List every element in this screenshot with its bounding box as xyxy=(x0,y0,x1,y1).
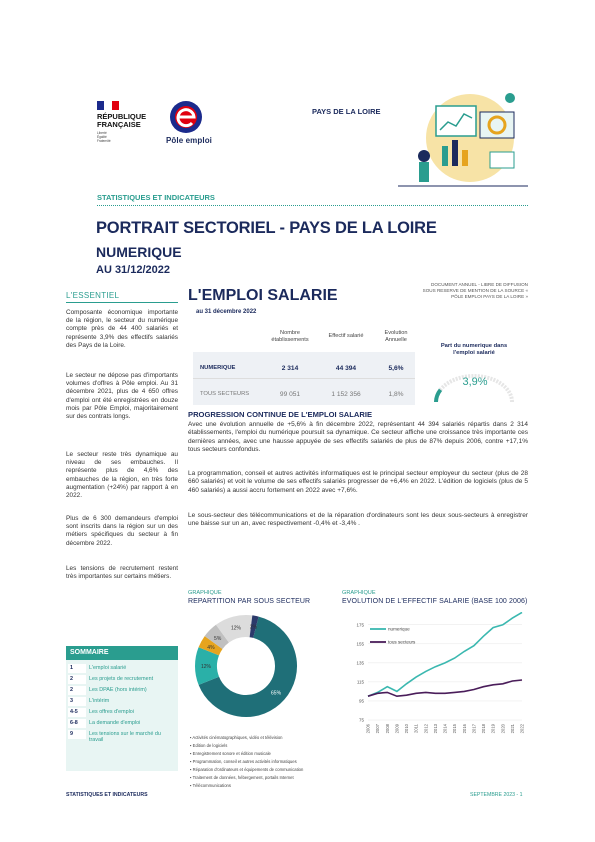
x-tick-label: 2013 xyxy=(432,724,438,734)
essentiel-paragraph-1: Composante économique importante de la région, le secteur du numérique compte près de 44 400 salariés et représente 3,9% des effectifs salariés des Pays de la Loire. xyxy=(66,309,178,349)
part-numerique-value: 3,9% xyxy=(462,376,488,388)
sommaire-page-number: 4-5 xyxy=(68,708,86,717)
x-tick-label: 2022 xyxy=(519,724,525,734)
donut-legend-item: ▪ Edition de logiciels xyxy=(190,743,228,748)
sommaire-item[interactable] xyxy=(66,697,178,707)
emploi-salarie-title: L'EMPLOI SALARIE xyxy=(188,287,338,304)
essentiel-heading: L'ESSENTIEL xyxy=(66,291,120,300)
sommaire-item[interactable] xyxy=(66,664,178,674)
y-tick-label: 95 xyxy=(358,698,364,704)
document-note: DOCUMENT ANNUEL - LIBRE DE DIFFUSION SOUS RESERVE DE MENTION DE LA SOURCE « PÔLE EMPLOI PAYS DE LA LOIRE » xyxy=(422,282,528,299)
x-tick-label: 2011 xyxy=(413,724,419,734)
y-tick-label: 155 xyxy=(356,641,364,647)
x-tick-label: 2010 xyxy=(404,724,409,734)
table-numerique-evolution: 5,6% xyxy=(388,365,404,372)
donut-slice-label: 4% xyxy=(207,644,215,651)
sommaire-item[interactable] xyxy=(66,730,178,743)
donut-legend-item: ▪ Activités cinématographiques, vidéo et télévision xyxy=(190,735,283,740)
republique-motto: Liberté Égalité Fraternité xyxy=(97,131,111,143)
donut-slice-label: 65% xyxy=(271,690,282,697)
part-numerique-label: Part du numerique dans l'emploi salarié xyxy=(440,343,508,356)
sommaire-page-number: 9 xyxy=(68,730,86,739)
region-label: PAYS DE LA LOIRE xyxy=(312,107,381,116)
sommaire-item[interactable] xyxy=(66,675,178,685)
donut-kicker: GRAPHIQUE xyxy=(188,590,222,596)
x-tick-label: 2018 xyxy=(481,724,486,734)
header-divider xyxy=(97,205,528,206)
donut-legend-item: ▪ Télécommunications xyxy=(190,783,231,788)
essentiel-paragraph-2: Le secteur ne dépose pas d'importants volumes d'offres à Pôle emploi. Au 31 décembre 2021, plus de 4 650 offres d'emploi ont été enregistrées en douze mois par Pôle Emploi, majoritairement sur des contrats longs. xyxy=(66,372,178,421)
table-header-etablissements: Nombre établissements xyxy=(271,330,309,343)
legend-label: numerique xyxy=(388,626,410,632)
table-tous-evolution: 1,8% xyxy=(388,391,404,398)
x-tick-label: 2020 xyxy=(500,724,506,734)
table-row-numerique-label: NUMERIQUE xyxy=(200,365,236,371)
sommaire-item-label: L'intérim xyxy=(89,698,110,704)
y-tick-label: 75 xyxy=(358,717,364,723)
x-tick-label: 2019 xyxy=(490,724,496,734)
progression-title: PROGRESSION CONTINUE DE L'EMPLOI SALARIE xyxy=(188,410,373,419)
x-tick-label: 2006 xyxy=(365,724,371,734)
x-tick-label: 2021 xyxy=(509,724,515,734)
table-numerique-effectif: 44 394 xyxy=(335,365,357,372)
essentiel-paragraph-3: Le secteur reste très dynamique au niveau de ses embauches. Il représente plus de 4,6% des embauches de la région, en très forte augmentation (+24%) par rapport à en 2022. xyxy=(66,451,178,500)
donut-slice-label: 12% xyxy=(200,664,212,671)
table-tous-effectif: 1 152 356 xyxy=(331,391,361,398)
line-kicker: GRAPHIQUE xyxy=(342,590,376,596)
donut-legend-item: ▪ Réparation d'ordinateurs et équipements de communication xyxy=(190,767,304,772)
x-tick-label: 2017 xyxy=(471,724,477,734)
footer-page: SEPTEMBRE 2023 - 1 xyxy=(470,792,523,798)
essentiel-paragraph-5: Les tensions de recrutement restent très importantes sur certains métiers. xyxy=(66,565,178,581)
donut-legend-item: ▪ Programmation, conseil et autres activités informatiques xyxy=(190,759,297,764)
donut-slice-label: 12% xyxy=(230,625,242,632)
x-tick-label: 2016 xyxy=(461,724,467,734)
footer-left: STATISTIQUES ET INDICATEURS xyxy=(66,792,148,798)
progression-paragraph-2: La programmation, conseil et autres activités informatiques est le principal secteur employeur du secteur (plus de 28 660 salariés) et voit le volume de ses effectifs salariés progresser de +6,4% en 2022. L'édition de logiciels (plus de 5 460 salariés) a aussi accru fortement en 2022 avec +7,6%. xyxy=(188,470,528,494)
sommaire-page-number: 2 xyxy=(68,686,86,695)
x-tick-label: 2015 xyxy=(452,724,458,734)
line-title: EVOLUTION DE L'EFFECTIF SALARIE (BASE 100 2006) xyxy=(342,598,528,605)
donut-legend-item: ▪ Traitement de données, hébergement, portails Internet xyxy=(190,775,294,780)
republique-flag xyxy=(97,101,119,110)
x-tick-label: 2007 xyxy=(375,724,381,734)
donut-legend xyxy=(190,735,340,791)
essentiel-paragraph-4: Plus de 6 300 demandeurs d'emploi sont inscrits dans la région sur un des métiers spécifiques du secteur à fin décembre 2022. xyxy=(66,515,178,547)
table-row-tous-secteurs-label: TOUS SECTEURS xyxy=(200,391,250,397)
sommaire-page-number: 1 xyxy=(68,664,86,673)
table-tous-etablissements: 99 051 xyxy=(279,391,301,398)
sommaire-item-label: L'emploi salarié xyxy=(89,665,127,671)
x-tick-label: 2009 xyxy=(394,724,400,734)
sommaire-item-label: Les projets de recrutement xyxy=(89,676,154,682)
sommaire-title: SOMMAIRE xyxy=(66,646,178,660)
page-subtitle: NUMERIQUE xyxy=(96,244,182,260)
legend-label: tous secteurs xyxy=(388,639,416,645)
x-tick-label: 2012 xyxy=(423,724,429,734)
sommaire-item[interactable] xyxy=(66,719,178,729)
sommaire-page-number: 3 xyxy=(68,697,86,706)
pole-emploi-logo-icon xyxy=(165,100,207,136)
data-analytics-illustration-icon xyxy=(398,86,528,194)
progression-paragraph-3: Le sous-secteur des télécommunications et de la réparation d'ordinateurs sont les deux sous-secteurs à enregistrer une baisse sur un an, avec respectivement -0,4% et -3,4% . xyxy=(188,512,528,528)
donut-slice-label: 2% xyxy=(249,624,258,631)
sommaire-item-label: Les DPAE (hors intérim) xyxy=(89,687,147,693)
donut-slice-label: 5% xyxy=(214,635,222,642)
donut-chart xyxy=(192,612,312,732)
page-date: AU 31/12/2022 xyxy=(96,264,170,276)
sommaire-item[interactable] xyxy=(66,708,178,718)
line-chart xyxy=(338,612,532,740)
sommaire-item-label: Les tensions sur le marché du travail xyxy=(89,731,161,743)
sommaire-item-label: Les offres d'emploi xyxy=(89,709,134,715)
table-header-evolution: Evolution Annuelle xyxy=(384,330,408,343)
sommaire-page-number: 2 xyxy=(68,675,86,684)
y-tick-label: 115 xyxy=(356,679,364,685)
table-numerique-etablissements: 2 314 xyxy=(281,365,299,372)
y-tick-label: 175 xyxy=(356,622,364,628)
x-tick-label: 2014 xyxy=(442,724,448,734)
y-tick-label: 135 xyxy=(356,660,364,666)
donut-title: REPARTITION PAR SOUS SECTEUR xyxy=(188,598,311,605)
sommaire-item[interactable] xyxy=(66,686,178,696)
emploi-salarie-date: au 31 décembre 2022 xyxy=(196,309,257,315)
sommaire-page-number: 6-8 xyxy=(68,719,86,728)
page-title: PORTRAIT SECTORIEL - PAYS DE LA LOIRE xyxy=(96,219,437,237)
table-row-divider xyxy=(193,378,415,379)
sommaire-item-label: La demande d'emploi xyxy=(89,720,141,726)
table-header-effectif: Effectif salarié xyxy=(328,333,364,339)
pole-emploi-wordmark: Pôle emploi xyxy=(166,136,212,145)
essentiel-divider xyxy=(66,302,178,303)
progression-paragraph-1: Avec une évolution annuelle de +5,6% à fin décembre 2022, représentant 44 394 salariés répartis dans 2 314 établissements, l'emploi du numérique poursuit sa dynamique. Ce secteur affiche une croissance très importante ces dernières années, avec une hausse appuyée de ses effectifs salariés de plus de 87% depuis 2006, contre +17,1% tous secteurs confondus. xyxy=(188,421,528,454)
donut-legend-item: ▪ Enregistrement sonore et édition musicale xyxy=(190,751,271,756)
x-tick-label: 2008 xyxy=(384,724,390,734)
republique-francaise-name: RÉPUBLIQUE FRANÇAISE xyxy=(97,112,147,129)
document-kicker: STATISTIQUES ET INDICATEURS xyxy=(97,193,215,202)
